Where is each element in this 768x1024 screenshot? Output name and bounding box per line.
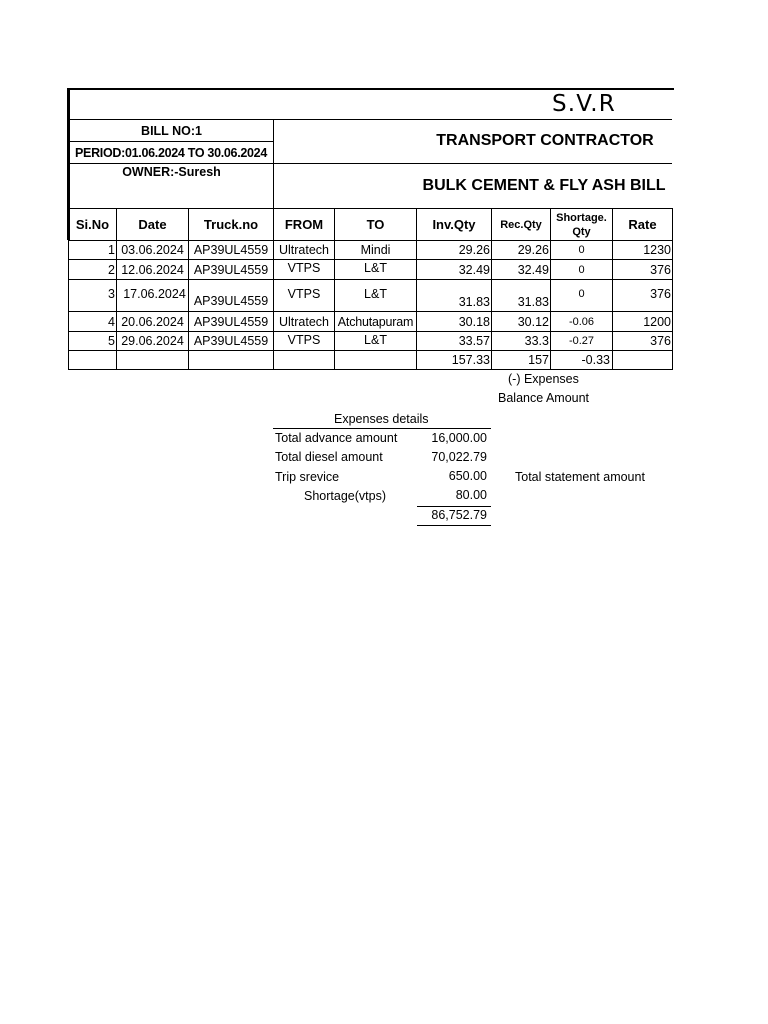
row-4-rec-qty: 30.12 xyxy=(517,314,549,329)
row-3-inv-qty: 31.83 xyxy=(458,294,490,309)
col-header-shortage-qty: Shortage. Qty xyxy=(556,211,607,238)
row-2-date: 12.06.2024 xyxy=(121,262,184,277)
contractor-rule xyxy=(273,163,672,164)
row-3-from: VTPS xyxy=(287,286,321,301)
row-4-from: Ultratech xyxy=(278,314,330,329)
expense-label-diesel: Total diesel amount xyxy=(275,450,383,464)
expenses-deduction-label: (-) Expenses xyxy=(508,372,579,386)
row-3-to: L&T xyxy=(364,286,387,301)
row-1-inv-qty: 29.26 xyxy=(458,242,490,257)
table-bottom-border xyxy=(68,369,672,370)
row-5-to: L&T xyxy=(364,332,387,347)
expenses-total-value: 86,752.79 xyxy=(431,508,487,522)
expenses-top-rule xyxy=(273,428,491,429)
bill-number: BILL NO:1 xyxy=(141,123,202,138)
row-1-rate: 1230 xyxy=(643,242,671,257)
col-header-truck-no: Truck.no xyxy=(203,217,259,232)
balance-amount-label: Balance Amount xyxy=(498,391,590,405)
row-3-rate: 376 xyxy=(650,286,671,301)
row-5-rec-qty: 33.3 xyxy=(524,333,549,348)
row-2-inv-qty: 32.49 xyxy=(458,262,490,277)
row-2-shortage: 0 xyxy=(578,263,585,276)
row-5-inv-qty: 33.57 xyxy=(458,333,490,348)
total-statement-label: Total statement amount xyxy=(515,470,645,484)
row-1-shortage: 0 xyxy=(578,243,585,256)
row-2-rate: 376 xyxy=(650,262,671,277)
billing-period: PERIOD:01.06.2024 TO 30.06.2024 xyxy=(75,145,267,160)
row-1-si-no: 1 xyxy=(108,242,115,257)
col-header-from: FROM xyxy=(284,217,324,232)
col-line-9 xyxy=(672,208,673,370)
expenses-sum-rule xyxy=(417,506,491,507)
row-4-date: 20.06.2024 xyxy=(121,314,184,329)
row-2-from: VTPS xyxy=(287,260,321,275)
expense-label-trip-service: Trip srevice xyxy=(275,470,340,484)
row-2-si-no: 2 xyxy=(108,262,115,277)
row-5-si-no: 5 xyxy=(108,333,115,348)
row-4-shortage: -0.06 xyxy=(568,315,595,328)
row-3-rec-qty: 31.83 xyxy=(517,294,549,309)
row-4-rate: 1200 xyxy=(643,314,671,329)
col-header-rec-qty: Rec.Qty xyxy=(500,218,542,231)
total-inv-qty: 157.33 xyxy=(451,352,490,367)
expense-value-advance: 16,000.00 xyxy=(431,431,487,445)
company-name: S.V.R xyxy=(552,91,616,117)
row-4-truck: AP39UL4559 xyxy=(193,314,269,329)
row-2-to: L&T xyxy=(364,260,387,275)
row-3-si-no: 3 xyxy=(108,286,115,301)
col-header-to: TO xyxy=(366,217,385,232)
expense-label-shortage: Shortage(vtps) xyxy=(304,489,386,503)
row-1-from: Ultratech xyxy=(278,242,330,257)
col-header-rate: Rate xyxy=(628,217,657,232)
row-1-date: 03.06.2024 xyxy=(121,242,184,257)
row-3-shortage: 0 xyxy=(578,287,585,300)
row-5-truck: AP39UL4559 xyxy=(193,333,269,348)
row-3-date: 17.06.2024 xyxy=(123,286,186,301)
row-1-truck: AP39UL4559 xyxy=(193,242,269,257)
expense-value-diesel: 70,022.79 xyxy=(431,450,487,464)
row-4-to: Atchutapuram xyxy=(337,314,414,329)
total-shortage: -0.33 xyxy=(581,352,610,367)
row-5-from: VTPS xyxy=(287,332,321,347)
row-5-shortage: -0.27 xyxy=(568,334,595,347)
row-rule-2 xyxy=(68,279,672,280)
row-4-inv-qty: 30.18 xyxy=(458,314,490,329)
expenses-bottom-rule xyxy=(417,525,491,526)
total-rec-qty: 157 xyxy=(528,352,549,367)
col-header-date: Date xyxy=(138,217,167,232)
expenses-title: Expenses details xyxy=(334,412,429,426)
row-5-rate: 376 xyxy=(650,333,671,348)
owner-name: OWNER:-Suresh xyxy=(122,164,221,179)
row-5-date: 29.06.2024 xyxy=(121,333,184,348)
expense-label-advance: Total advance amount xyxy=(275,431,398,445)
row-4-si-no: 4 xyxy=(108,314,115,329)
row-1-rec-qty: 29.26 xyxy=(517,242,549,257)
bill-title: BULK CEMENT & FLY ASH BILL xyxy=(422,177,666,194)
expense-value-shortage: 80.00 xyxy=(455,488,487,502)
expense-value-trip-service: 650.00 xyxy=(448,469,487,483)
col-header-si-no: Si.No xyxy=(75,217,110,232)
col-header-inv-qty: Inv.Qty xyxy=(432,217,476,232)
row-3-truck: AP39UL4559 xyxy=(193,293,269,308)
row-2-truck: AP39UL4559 xyxy=(193,262,269,277)
row-2-rec-qty: 32.49 xyxy=(517,262,549,277)
contractor-title: TRANSPORT CONTRACTOR xyxy=(436,132,654,149)
row-1-to: Mindi xyxy=(360,242,391,257)
